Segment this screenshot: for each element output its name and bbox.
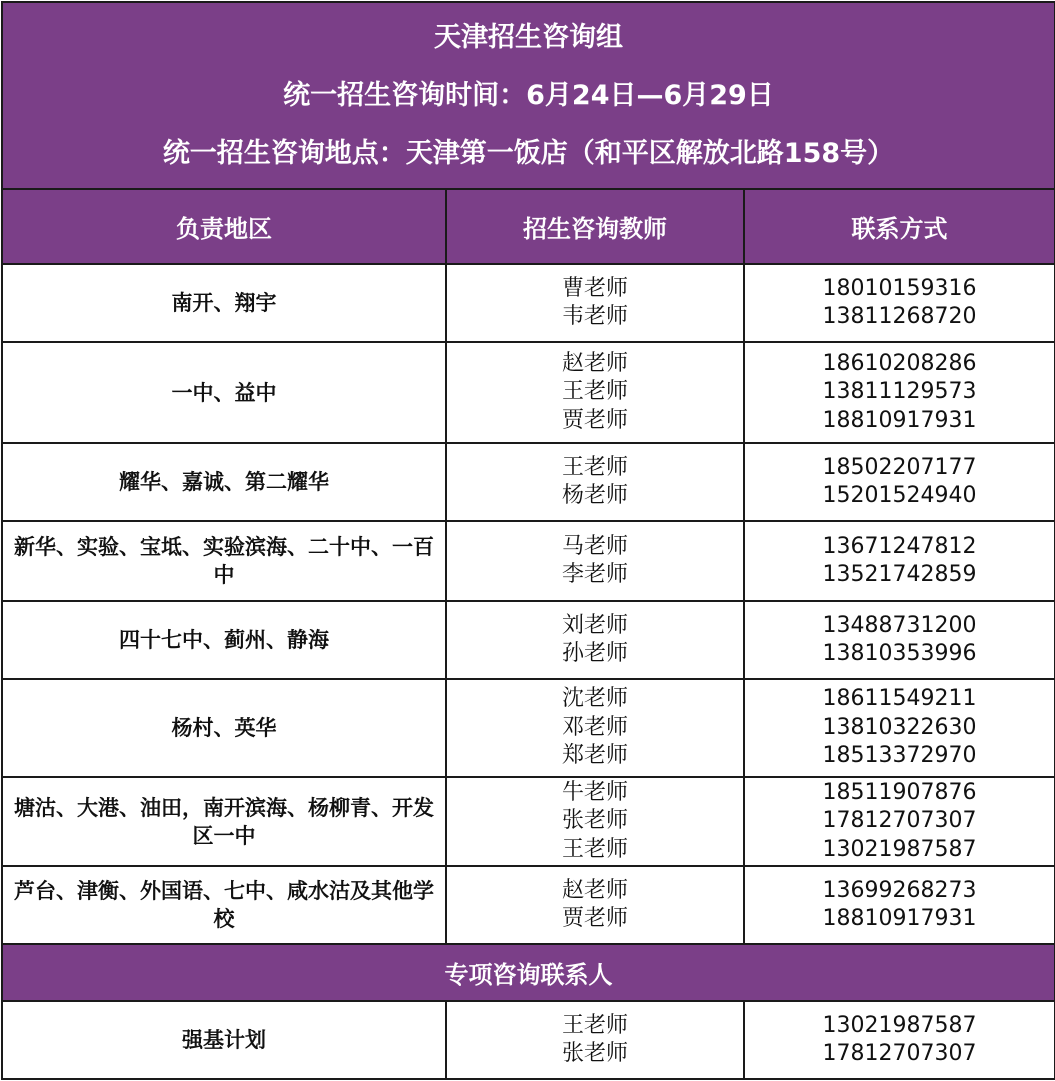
header-banner — [2, 2, 1055, 189]
teacher-name: 赵老师 — [561, 877, 628, 903]
contact-cell — [744, 777, 1055, 866]
teacher-name: 贾老师 — [561, 407, 628, 433]
contact-cell — [744, 264, 1055, 342]
phone-number[interactable]: 17812707307 — [822, 808, 977, 834]
column-header-region: 负责地区 — [2, 189, 446, 264]
table-row — [2, 342, 1055, 443]
teacher-name: 贾老师 — [561, 906, 628, 931]
teacher-name: 李老师 — [561, 562, 628, 587]
phone-number[interactable]: 13699268273 — [822, 877, 977, 903]
phone-number[interactable]: 18810917931 — [822, 906, 977, 931]
teacher-name: 王老师 — [561, 454, 628, 480]
region-cell: 耀华、嘉诚、第二耀华 — [2, 443, 446, 521]
phone-number[interactable]: 13811268720 — [822, 304, 977, 329]
teacher-cell — [446, 443, 744, 521]
phone-number[interactable]: 18010159316 — [822, 275, 977, 301]
contact-cell — [744, 866, 1055, 944]
teacher-name: 邓老师 — [561, 714, 628, 740]
phone-number[interactable]: 13021987587 — [822, 836, 977, 862]
table-row — [2, 521, 1055, 601]
phone-number[interactable]: 13488731200 — [822, 612, 977, 638]
phone-number[interactable]: 15201524940 — [822, 483, 977, 508]
teacher-cell — [446, 342, 744, 443]
teacher-name: 张老师 — [561, 1041, 628, 1066]
table-row — [2, 777, 1055, 866]
teacher-name: 张老师 — [561, 808, 628, 834]
contact-cell — [744, 443, 1055, 521]
phone-number[interactable]: 18513372970 — [822, 743, 977, 769]
teacher-name: 韦老师 — [561, 304, 628, 329]
teacher-name: 孙老师 — [561, 641, 628, 666]
phone-number[interactable]: 17812707307 — [822, 1041, 977, 1066]
phone-number[interactable]: 13671247812 — [822, 533, 977, 559]
phone-number[interactable]: 13811129573 — [822, 379, 977, 405]
teacher-name: 王老师 — [561, 836, 628, 862]
teacher-name: 牛老师 — [561, 779, 628, 805]
region-cell: 强基计划 — [2, 1001, 446, 1079]
region-cell: 新华、实验、宝坻、实验滨海、二十中、一百中 — [2, 521, 446, 601]
consult-time: 统一招生咨询时间：6月24日—6月29日 — [283, 79, 774, 111]
teacher-cell — [446, 601, 744, 679]
teacher-name: 杨老师 — [561, 483, 628, 508]
page-title: 天津招生咨询组 — [434, 21, 623, 53]
table-row — [2, 1001, 1055, 1079]
teacher-name: 马老师 — [561, 533, 628, 559]
phone-number[interactable]: 18810917931 — [822, 407, 977, 433]
consultation-table — [1, 1, 1055, 1080]
region-cell: 南开、翔宇 — [2, 264, 446, 342]
table-row — [2, 679, 1055, 777]
column-header-teacher: 招生咨询教师 — [446, 189, 744, 264]
table-row — [2, 601, 1055, 679]
phone-number[interactable]: 13021987587 — [822, 1012, 977, 1038]
phone-number[interactable]: 13810353996 — [822, 641, 977, 666]
contact-cell — [744, 1001, 1055, 1079]
region-cell: 一中、益中 — [2, 342, 446, 443]
teacher-name: 王老师 — [561, 379, 628, 405]
teacher-cell — [446, 1001, 744, 1079]
phone-number[interactable]: 18611549211 — [822, 686, 977, 712]
phone-number[interactable]: 18610208286 — [822, 350, 977, 376]
teacher-cell — [446, 777, 744, 866]
table-row — [2, 443, 1055, 521]
teacher-name: 赵老师 — [561, 350, 628, 376]
region-cell: 塘沽、大港、油田，南开滨海、杨柳青、开发区一中 — [2, 777, 446, 866]
special-section-row — [2, 944, 1055, 1001]
region-cell: 芦台、津衡、外国语、七中、咸水沽及其他学校 — [2, 866, 446, 944]
contact-cell — [744, 601, 1055, 679]
consultation-table-page — [0, 1, 1055, 1081]
region-cell: 四十七中、蓟州、静海 — [2, 601, 446, 679]
teacher-cell — [446, 264, 744, 342]
column-header-contact: 联系方式 — [744, 189, 1055, 264]
contact-cell — [744, 521, 1055, 601]
teacher-name: 曹老师 — [561, 275, 628, 301]
teacher-name: 沈老师 — [561, 686, 628, 712]
contact-cell — [744, 342, 1055, 443]
teacher-name: 王老师 — [561, 1012, 628, 1038]
phone-number[interactable]: 18502207177 — [822, 454, 977, 480]
table-row — [2, 264, 1055, 342]
phone-number[interactable]: 13521742859 — [822, 562, 977, 587]
teacher-cell — [446, 866, 744, 944]
consult-place: 统一招生咨询地点：天津第一饭店（和平区解放北路158号） — [162, 137, 895, 169]
phone-number[interactable]: 18511907876 — [822, 779, 977, 805]
table-row — [2, 866, 1055, 944]
region-cell: 杨村、英华 — [2, 679, 446, 777]
teacher-name: 刘老师 — [561, 612, 628, 638]
contact-cell — [744, 679, 1055, 777]
special-section-title: 专项咨询联系人 — [2, 944, 1055, 1001]
teacher-name: 郑老师 — [561, 743, 628, 769]
teacher-cell — [446, 679, 744, 777]
column-header-row — [2, 189, 1055, 264]
teacher-cell — [446, 521, 744, 601]
phone-number[interactable]: 13810322630 — [822, 714, 977, 740]
